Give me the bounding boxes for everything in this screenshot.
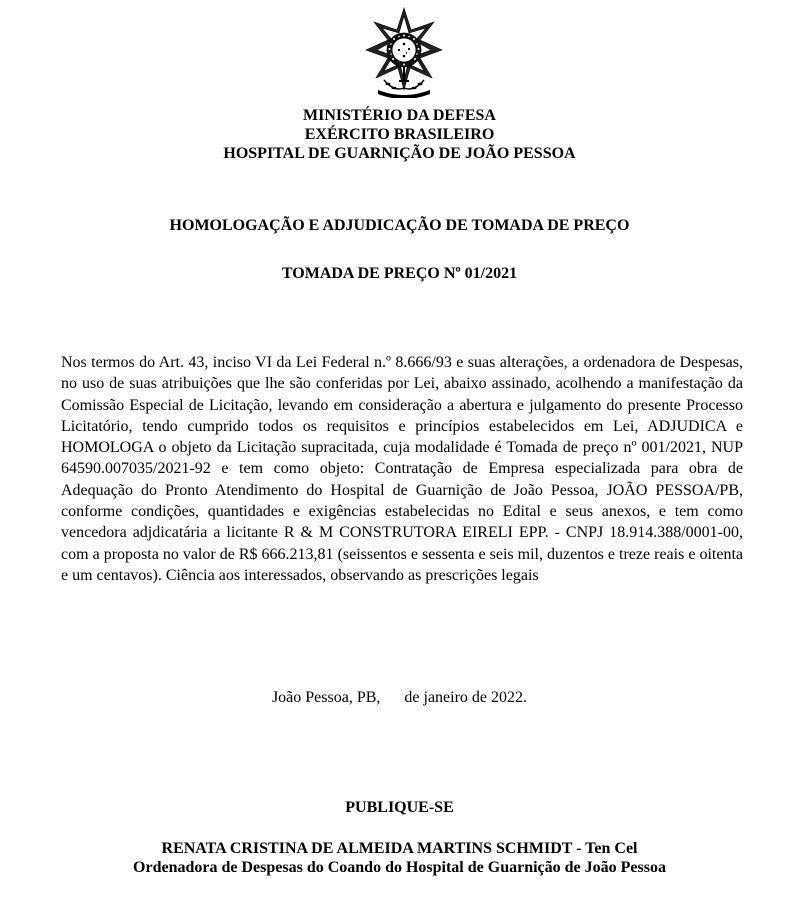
publique-label: PUBLIQUE-SE [345, 799, 454, 816]
signature-block [0, 839, 799, 877]
document-subtitle: TOMADA DE PREÇO Nº 01/2021 [281, 265, 518, 282]
ministry-name: MINISTÉRIO DA DEFESA [303, 107, 496, 124]
institution-header [0, 106, 799, 163]
signatory-name: RENATA CRISTINA DE ALMEIDA MARTINS SCHMIDT - Ten Cel [161, 840, 638, 857]
date-line: João Pessoa, PB, de janeiro de 2022. [271, 689, 528, 706]
document-title: HOMOLOGAÇÃO E ADJUDICAÇÃO DE TOMADA DE PREÇO [169, 217, 630, 234]
coat-of-arms-icon [364, 6, 444, 98]
body-paragraph: Nos termos do Art. 43, inciso VI da Lei Federal n.º 8.666/93 e suas alterações, a ordenadora de Despesas, no uso de suas atribuições que lhe são conferidas por Lei, abaixo assinado, acolhendo a manifestação da Comissão Especial de Licitação, levando em consideração a abertura e julgamento do presente Processo Licitatório, tendo cumprido todos os requisitos e princípios estabelecidos em Lei, ADJUDICA e HOMOLOGA o objeto da Licitação supracitada, cuja modalidade é Tomada de preço nº 001/2021, NUP 64590.007035/2021-92 e tem como objeto: Contratação de Empresa especializada para obra de Adequação do Pronto Atendimento do Hospital de Guarnição de João Pessoa, JOÃO PESSOA/PB, conforme condições, quantidades e exigências estabelecidas no Edital e seus anexos, e tem como vencedora adjdicatária a licitante R & M CONSTRUTORA EIRELI EPP. - CNPJ 18.914.388/0001-00, com a proposta no valor de R$ 666.213,81 (seissentos e sessenta e seis mil, duzentos e treze reais e oitenta e um centavos). Ciência aos interessados, observando as prescrições legais [61, 354, 743, 584]
hospital-name: HOSPITAL DE GUARNIÇÃO DE JOÃO PESSOA [223, 145, 576, 162]
army-name: EXÉRCITO BRASILEIRO [304, 126, 495, 143]
signatory-role: Ordenadora de Despesas do Coando do Hospital de Guarnição de João Pessoa [133, 859, 666, 876]
